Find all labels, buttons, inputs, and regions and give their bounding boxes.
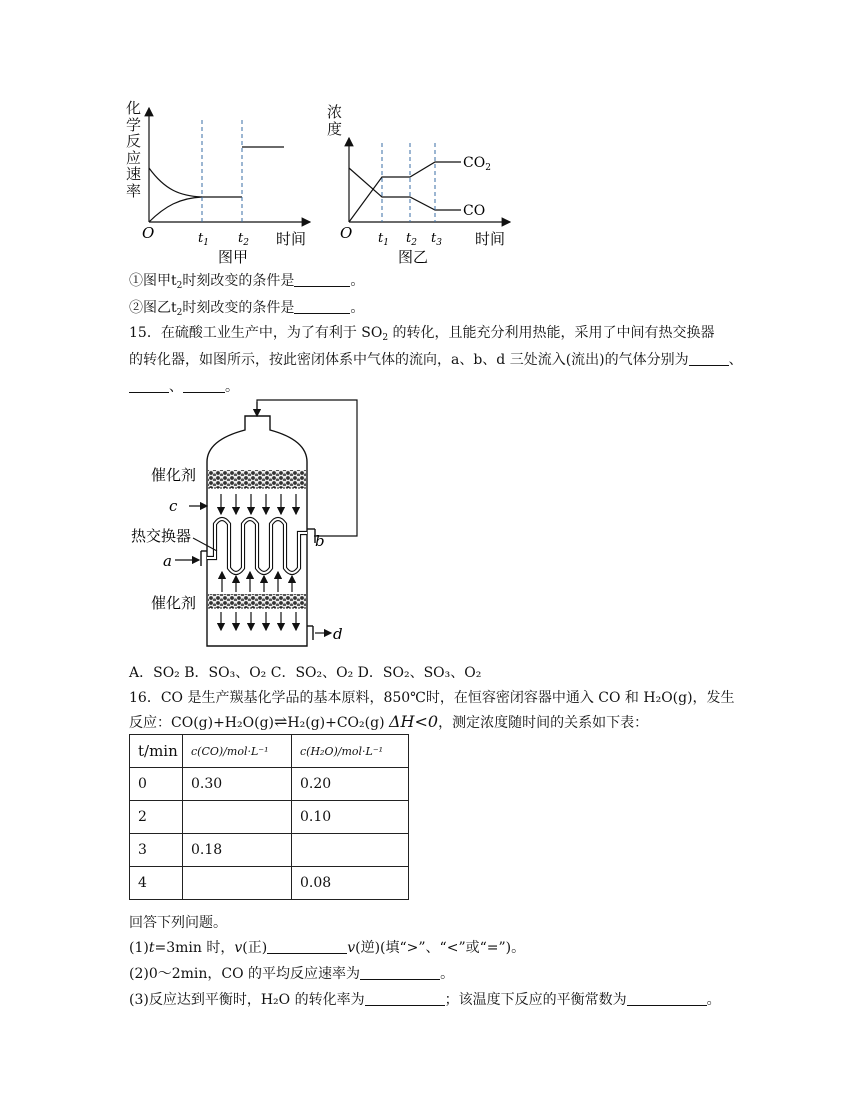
label-d: d [333, 625, 343, 643]
series-label-co2: $CO_2$ [463, 155, 491, 173]
origin-label: O [142, 224, 155, 242]
answer-blank-d[interactable] [183, 378, 225, 393]
series-label-co: CO [463, 203, 486, 219]
x-label: 时间 [276, 230, 307, 248]
x-label: 时间 [475, 230, 506, 248]
line-co2 [349, 162, 461, 222]
answer-blank[interactable] [627, 991, 707, 1006]
flow-arrows-bottom [221, 612, 296, 630]
tick-t2: $t_2$ [238, 231, 249, 248]
line-co [349, 168, 461, 210]
chart-jia-ylabel: 化学反应速率 [126, 99, 142, 200]
label-b: b [315, 532, 325, 550]
q15-line3: 、 。 [129, 377, 239, 397]
chart-jia [120, 98, 320, 268]
answer-blank-a[interactable] [689, 351, 729, 366]
q14-line2: ②图乙$t_2$时刻改变的条件是 。 [129, 300, 365, 318]
table-header-row [130, 735, 409, 768]
chart-yi-ylabel: 浓度 [327, 103, 343, 138]
q16-answer-intro: 回答下列问题。 [129, 915, 227, 931]
answer-blank-b[interactable] [129, 378, 169, 393]
converter-diagram [125, 396, 365, 656]
catalyst-bed-top [208, 470, 306, 488]
answer-blank[interactable] [365, 991, 445, 1006]
concentration-table [129, 734, 409, 900]
label-catalyst-bottom: 催化剂 [151, 594, 197, 612]
label-catalyst-top: 催化剂 [151, 466, 197, 484]
tick-t3: $t_3$ [431, 231, 442, 248]
flow-arrows-top [221, 494, 296, 514]
label-c: c [169, 497, 178, 515]
answer-blank[interactable] [267, 939, 347, 954]
chart-yi [320, 98, 520, 268]
label-heat-exchanger: 热交换器 [131, 527, 192, 545]
label-a: a [163, 552, 172, 570]
answer-blank[interactable] [294, 299, 350, 314]
table-header: t/min [130, 735, 183, 768]
q14-line1: ①图甲$t_2$时刻改变的条件是 。 [129, 273, 365, 291]
table-row: 4 0.08 [130, 867, 409, 900]
catalyst-bed-bottom [208, 594, 306, 608]
flow-arrows-up [222, 572, 292, 592]
q16-line2: 反应：CO(g)+H₂O(g)⇌H₂(g)+CO₂(g) ΔH<0，测定浓度随时间的关系如下表： [129, 712, 649, 731]
curve-reverse [149, 197, 202, 222]
curve-forward [149, 168, 242, 197]
q16-part1: (1)t=3min 时，v(正) v(逆)(填“>”、“<”或“=”)。 [129, 940, 526, 956]
table-header: c(H₂O)/mol·L⁻¹ [292, 735, 409, 768]
table-row: 0 0.30 0.20 [130, 768, 409, 801]
table-header: c(CO)/mol·L⁻¹ [183, 735, 292, 768]
table-row: 3 0.18 [130, 834, 409, 867]
caption: 图甲 [218, 248, 249, 266]
caption: 图乙 [398, 248, 429, 266]
origin-label: O [340, 224, 353, 242]
q15-options: A．SO₂ B．SO₃、O₂ C．SO₂、O₂ D．SO₂、SO₃、O₂ [129, 665, 482, 681]
q15-line1: 15．在硫酸工业生产中，为了有利于 $SO_2$ 的转化，且能充分利用热能，采用了中间有热交换器 [129, 325, 715, 343]
answer-blank[interactable] [294, 272, 350, 287]
tick-t1: $t_1$ [378, 231, 389, 248]
tick-t2: $t_2$ [406, 231, 417, 248]
table-row: 2 0.10 [130, 801, 409, 834]
q16-part3: (3)反应达到平衡时，H₂O 的转化率为 ；该温度下反应的平衡常数为 。 [129, 992, 721, 1008]
answer-blank[interactable] [360, 965, 440, 980]
q16-part2: (2)0～2min，CO 的平均反应速率为 。 [129, 966, 455, 982]
tick-t1: $t_1$ [198, 231, 209, 248]
q15-line2: 的转化器，如图所示，按此密闭体系中气体的流向，a、b、d 三处流入(流出)的气体分别为 、 [129, 352, 743, 368]
q16-line1: 16．CO 是生产羰基化学品的基本原料，850℃时，在恒容密闭容器中通入 CO 和 H₂O(g)，发生 [129, 690, 735, 706]
